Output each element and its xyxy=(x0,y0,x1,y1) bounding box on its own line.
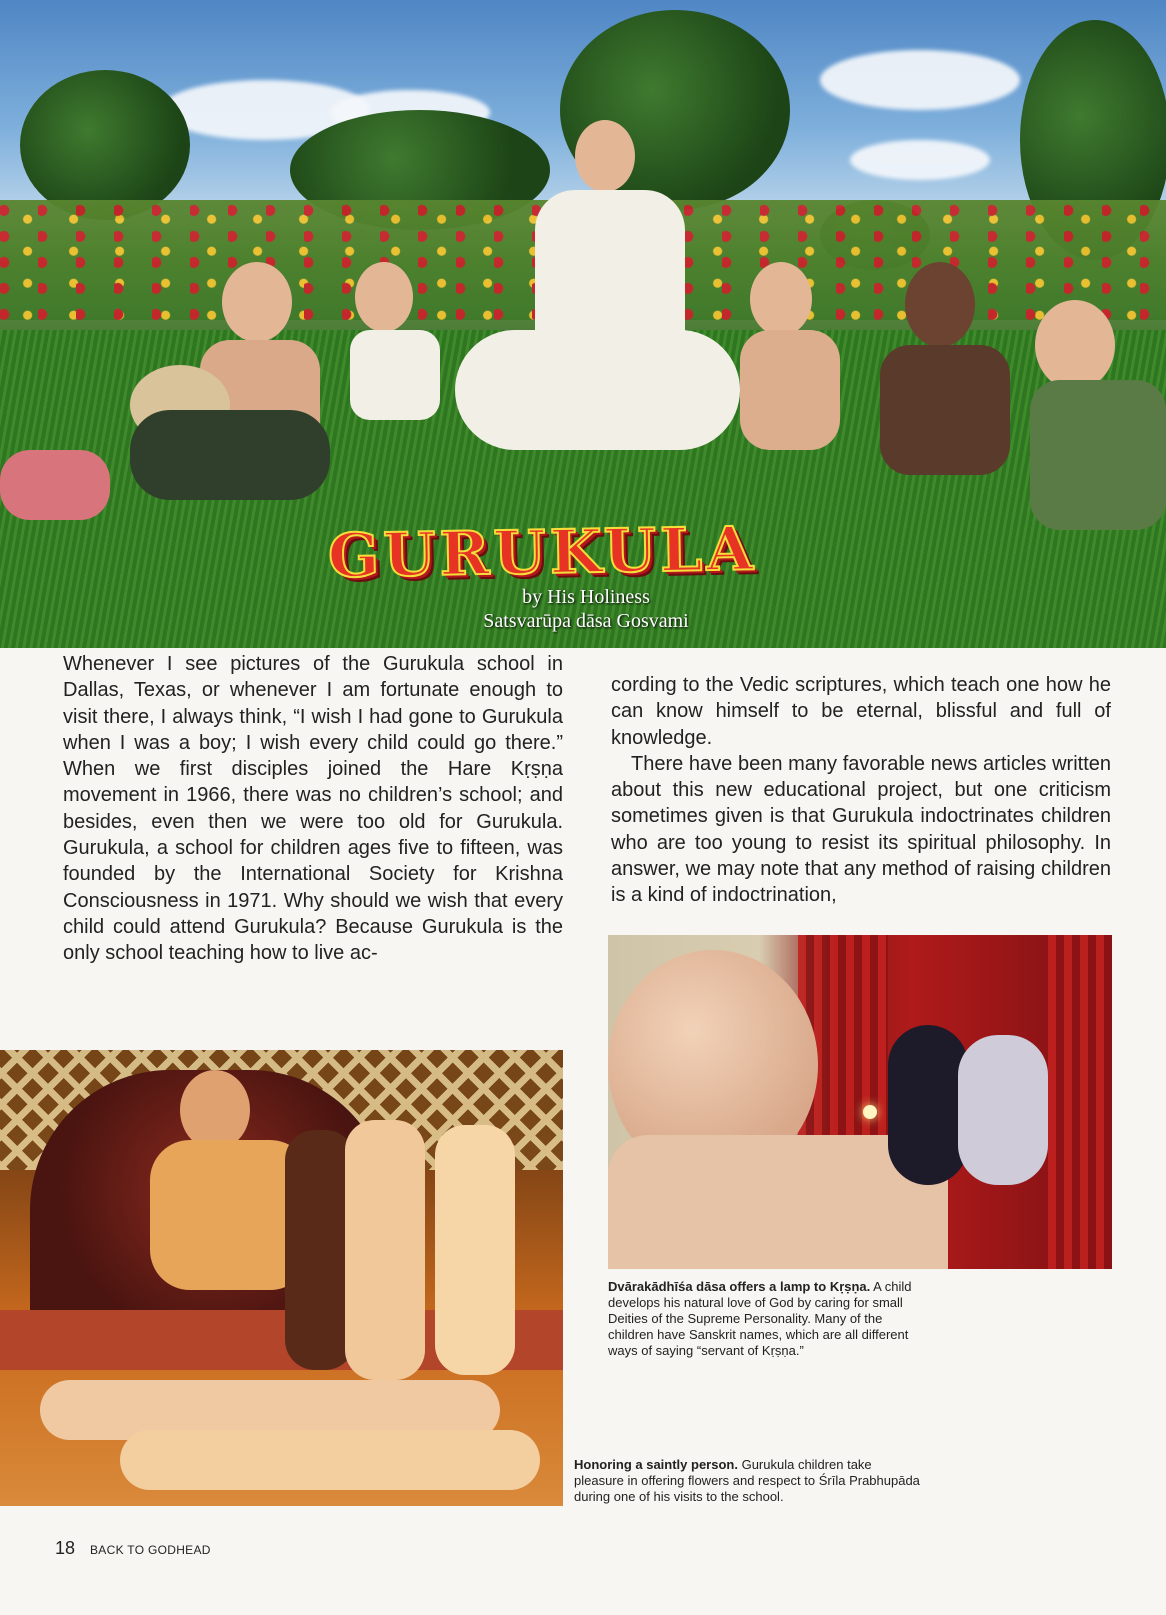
byline-author: Satsvarūpa dāsa Gosvami xyxy=(483,610,689,632)
prabhupada-gathering-photo xyxy=(0,1050,563,1506)
byline-line-1: by His Holiness xyxy=(522,586,650,608)
gathering-caption-heading: Honoring a saintly person. xyxy=(574,1457,738,1472)
deity-caption-text: A child develops his natural love of God by caring for small Deities of the Supreme Personality. Many of the children have Sanskrit names, which are all different ways of saying “servant of Kṛṣṇa.” xyxy=(608,1279,912,1358)
deity-lamp-photo xyxy=(608,935,1112,1269)
article-column-1: Whenever I see pictures of the Gurukula school in Dallas, Texas, or whenever I am fortunate enough to visit there, I always think, “I wish I had gone to Gurukula when I was a boy; I wish every child could go there.” When we first disciples joined the Hare Kṛṣṇa movement in 1966, there was no children’s school; and besides, even then we were too old for Gurukula. Gurukula, a school for children ages five to fifteen, was founded by the International Society for Krishna Consciousness in 1971. Why should we wish that every child could attend Gurukula? Because Gurukula is the only school teaching how to live ac- xyxy=(63,653,563,965)
article-byline xyxy=(451,585,721,633)
hero-photo xyxy=(0,0,1166,648)
article-title: GURUKULA xyxy=(327,514,758,592)
page-number: 18 xyxy=(55,1538,76,1558)
deity-photo-caption xyxy=(608,1279,918,1359)
magazine-name: BACK TO GODHEAD xyxy=(90,1543,211,1557)
gathering-photo-caption xyxy=(574,1457,924,1505)
gathering-caption-text: Gurukula children take pleasure in offering flowers and respect to Śrīla Prabhupāda during one of his visits to the school. xyxy=(574,1457,920,1504)
column-2-paragraph-1: cording to the Vedic scriptures, which teach one how he can know himself to be eternal, blissful and full of knowledge. xyxy=(611,674,1111,749)
article-column-2 xyxy=(611,672,1111,909)
deity-caption-heading: Dvārakādhīśa dāsa offers a lamp to Kṛṣṇa. xyxy=(608,1279,871,1294)
column-2-paragraph-2: There have been many favorable news articles written about this new educational project, but one criticism sometimes given is that Gurukula indoctrinates children who are too young to resist its spiritual philosophy. In answer, we may note that any method of raising children is a kind of indoctrination, xyxy=(611,752,1111,907)
